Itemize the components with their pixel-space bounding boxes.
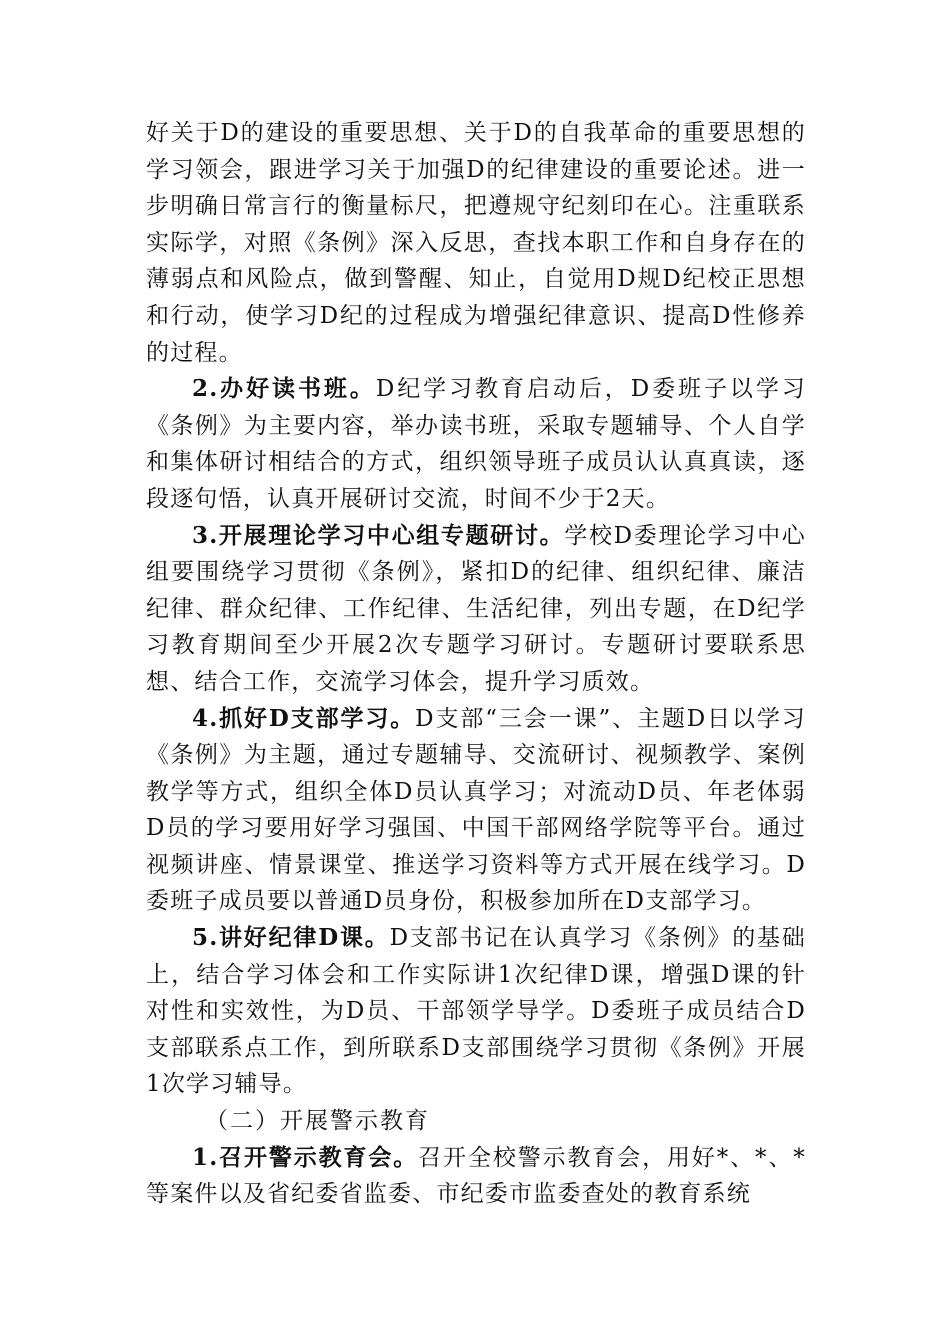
paragraph-text: 学校D委理论学习中心组要围绕学习贯彻《条例》，紧扣D的纪律、组织纪律、廉洁纪律、群众纪律、工作纪律、生活纪律，列出专题，在D纪学习教育期间至少开展2次专题学习研讨。专题研讨要联系思想、结合工作，交流学习体会，提升学习质效。: [146, 522, 806, 695]
paragraph-discipline-lesson: [146, 920, 806, 1103]
paragraph-lead: 2.办好读书班。: [192, 375, 376, 403]
paragraph-theory-study-group: [146, 518, 806, 701]
paragraph-reading-class: [146, 371, 806, 517]
document-body: [146, 115, 806, 1213]
paragraph-text: D支部“三会一课”、主题D日以学习《条例》为主题，通过专题辅导、交流研讨、视频教学、案例教学等方式，组织全体D员认真学习；对流动D员、年老体弱D员的学习要用好学习强国、中国干部网络学院等平台。通过视频讲座、情景课堂、推送学习资料等方式开展在线学习。D委班子成员要以普通D员身份，积极参加所在D支部学习。: [146, 705, 806, 915]
paragraph-text: 召开全校警示教育会，用好*、*、*等案件以及省纪委省监委、市纪委市监委查处的教育系统: [146, 1144, 807, 1208]
paragraph-lead: 1.召开警示教育会。: [192, 1143, 419, 1171]
paragraph-branch-study: [146, 701, 806, 921]
paragraph-text: D纪学习教育启动后，D委班子以学习《条例》为主要内容，举办读书班，采取专题辅导、个人自学和集体研讨相结合的方式，组织领导班子成员认认真真读，逐段逐句悟，认真开展研讨交流，时间不少于2天。: [146, 376, 807, 512]
paragraph-lead: 4.抓好D支部学习。: [192, 704, 416, 732]
paragraph-text: D支部书记在认真学习《条例》的基础上，结合学习体会和工作实际讲1次纪律D课，增强D课的针对性和实效性，为D员、干部领学导学。D委班子成员结合D支部联系点工作，到所联系D支部围绕学习贯彻《条例》开展1次学习辅导。: [146, 925, 806, 1098]
paragraph-study-continuation: [146, 115, 806, 371]
section-heading: （二）开展警示教育: [205, 1108, 430, 1135]
paragraph-text: 好关于D的建设的重要思想、关于D的自我革命的重要思想的学习领会，跟进学习关于加强D的纪律建设的重要论述。进一步明确日常言行的衡量标尺，把遵规守纪刻印在心。注重联系实际学，对照《条例》深入反思，查找本职工作和自身存在的薄弱点和风险点，做到警醒、知止，自觉用D规D纪校正思想和行动，使学习D纪的过程成为增强纪律意识、提高D性修养的过程。: [146, 120, 806, 366]
paragraph-warning-meeting: [146, 1140, 806, 1213]
paragraph-lead: 3.开展理论学习中心组专题研讨。: [192, 521, 565, 549]
paragraph-lead: 5.讲好纪律D课。: [192, 924, 390, 952]
